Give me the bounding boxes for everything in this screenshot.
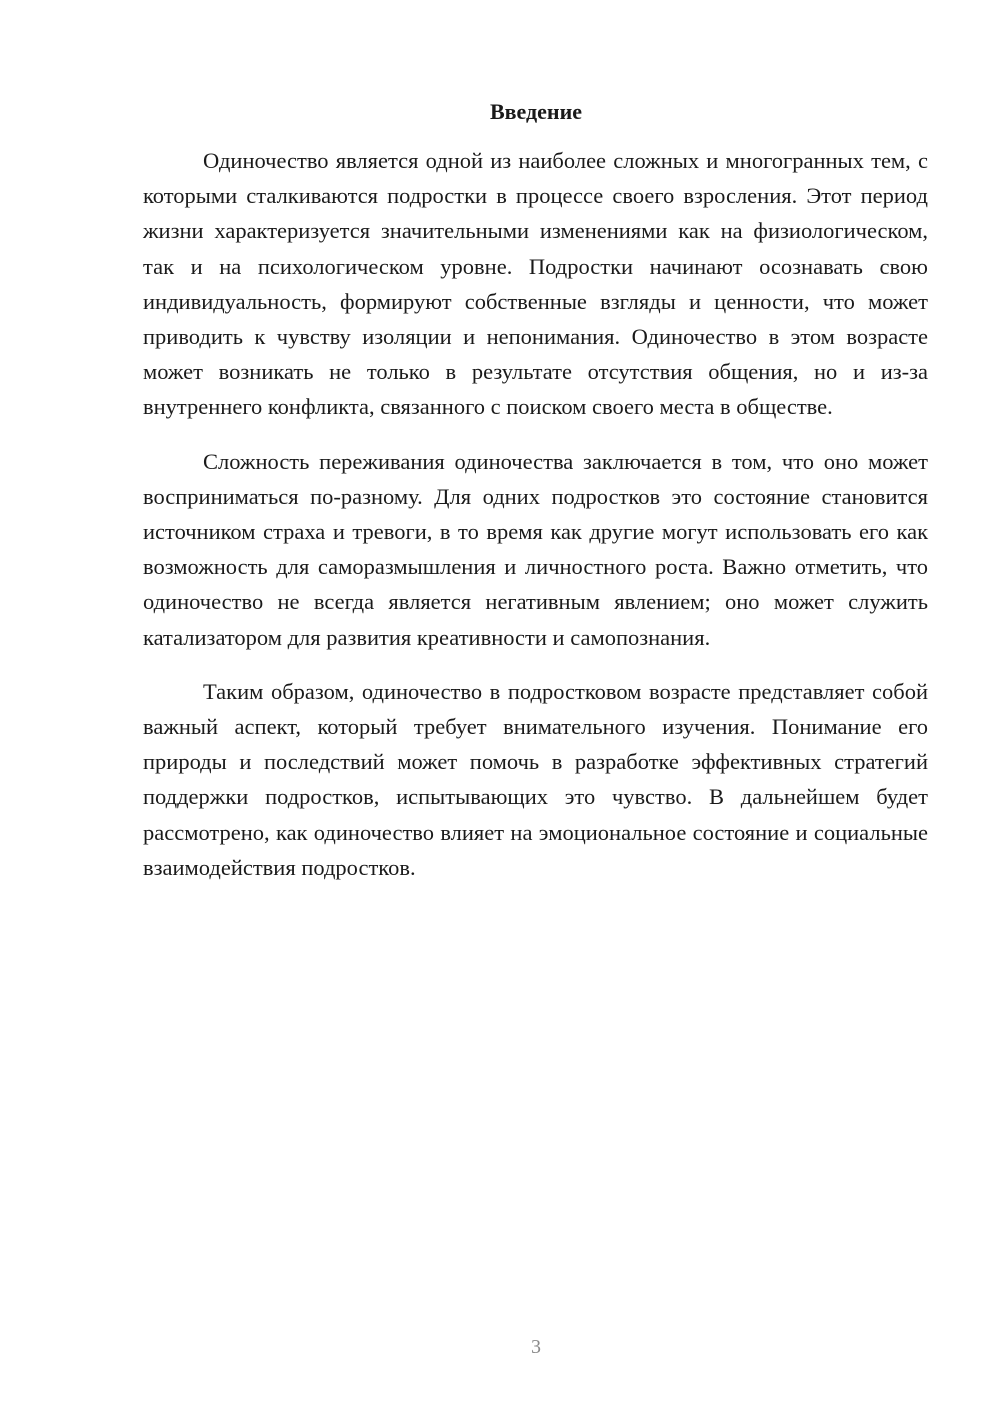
page-number: 3 <box>531 1336 541 1358</box>
paragraph-2: Сложность переживания одиночества заключается в том, что оно может восприниматься по-разному. Для одних подростков это состояние становится источником страха и тревоги, в то время как другие могут использовать его как возможность для саморазмышления и личностного роста. Важно отметить, что одиночество не всегда является негативным явлением; оно может служить катализатором для развития креативности и самопознания. <box>143 448 928 650</box>
section-title: Введение <box>489 99 583 124</box>
body-text <box>143 143 928 904</box>
paragraph-3: Таким образом, одиночество в подростковом возрасте представляет собой важный аспект, который требует внимательного изучения. Понимание его природы и последствий может помочь в разработке эффективных стратегий поддержки подростков, испытывающих это чувство. В дальнейшем будет рассмотрено, как одиночество влияет на эмоциональное состояние и социальные взаимодействия подростков. <box>143 678 928 880</box>
paragraph-1: Одиночество является одной из наиболее сложных и многогранных тем, с которыми сталкиваются подростки в процессе своего взросления. Этот период жизни характеризуется значительными изменениями как на физиологическом, так и на психологическом уровне. Подростки начинают осознавать свою индивидуальность, формируют собственные взгляды и ценности, что может приводить к чувству изоляции и непонимания. Одиночество в этом возрасте может возникать не только в результате отсутствия общения, но и из-за внутреннего конфликта, связанного с поиском своего места в обществе. <box>143 148 928 420</box>
